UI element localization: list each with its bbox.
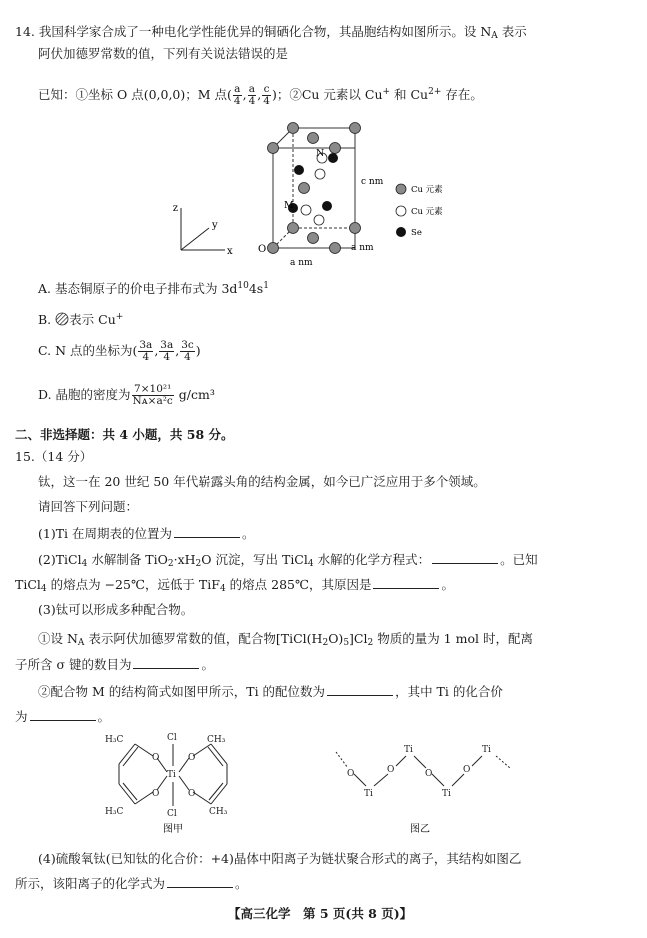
crystal-cell-figure [165,112,485,272]
page-footer: 【高三化学 第 5 页(共 8 页)】 [228,906,413,921]
svg-text:O: O [152,789,160,799]
svg-text:H₃C: H₃C [105,735,124,745]
q14-option-c: C. N 点的坐标为( $\frac{3a}{4}$ , $\frac{3a}{4}$ , $\frac{3c}{4}$ ) [38,339,201,363]
svg-text:Ti: Ti [482,745,491,755]
q14-option-a: A. 基态铜原子的价电子排布式为 $3d^{10}4s^1$ [38,281,269,296]
svg-text:O: O [387,765,395,775]
q15-part4-line2: 所示，该阳离子的化学式为 。 [15,876,248,891]
q14-option-b: B. 表示 Cu+ [38,312,124,327]
svg-text:Ti: Ti [364,789,373,799]
axis-diagram [181,208,225,250]
svg-text:Cl: Cl [167,733,177,743]
q14-stem-line1: 14. 我国科学家合成了一种电化学性能优异的铜硒化合物，其晶胞结构如图所示。设 $N_A$ 表示 [15,24,527,41]
svg-text:Ti: Ti [442,789,451,799]
q14-given: 已知：①坐标 O 点(0,0,0)；M 点( $\frac{a}{4}$ , $\frac{a}{4}$ , $\frac{c}{4}$ )；②Cu 元素以 Cu+ 和 $Cu^{2+}$ 存在。 [38,83,483,107]
answer-blank-4[interactable] [133,656,199,669]
svg-text:H₃C: H₃C [105,807,124,817]
origin-label: O [258,244,267,255]
answer-blank-5[interactable] [327,683,393,696]
se-atoms [288,153,338,213]
q14-stem-line2: 阿伏加德罗常数的值，下列有关说法错误的是 [38,46,289,61]
figure-yi-caption: 图乙 [410,824,430,835]
cu-corner-atoms [268,123,361,254]
q15-part2-line2: TiCl$_4$ 的熔点为 −25℃，远低于 TiF$_4$ 的熔点 285℃，其原因是 。 [15,577,454,594]
hatched-sphere-icon [55,312,69,326]
svg-text:CH₃: CH₃ [209,807,228,817]
svg-text:CH₃: CH₃ [207,735,226,745]
svg-text:O: O [463,765,471,775]
figure-jia-caption: 图甲 [163,824,183,835]
svg-text:O: O [425,769,433,779]
q15-part1: (1)Ti 在周期表的位置为 。 [38,526,255,541]
q15-part3: (3)钛可以形成多种配合物。 [38,602,194,617]
q15-intro: 钛，这一在 20 世纪 50 年代崭露头角的结构金属，如今已广泛应用于多个领域。 [38,474,486,489]
cell-edges [273,128,355,248]
q15-heading: 15.（14 分） [15,449,93,464]
answer-blank-7[interactable] [167,875,233,888]
svg-text:O: O [188,753,196,763]
q15-part4-line1: (4)硫酸氧钛(已知钛的化合价：+4)晶体中阳离子为链状聚合形式的离子，其结构如图乙 [38,851,522,866]
svg-text:Cl: Cl [167,809,177,819]
svg-text:Cu 元素: Cu 元素 [411,185,443,195]
svg-text:O: O [152,753,160,763]
c-dimension-label: c nm [361,177,384,187]
q15-part3-2-line1: ②配合物 M 的结构简式如图甲所示，Ti 的配位数为 ，其中 Ti 的化合价 [38,684,503,699]
axis-z-label: z [172,203,178,214]
q15-part2-line1: (2)TiCl$_4$ 水解制备 $TiO_2\cdot xH_2O$ 沉淀，写出 TiCl$_4$ 水解的化学方程式： 。已知 [38,552,538,569]
q15-part3-1-line1: ①设 $N_A$ 表示阿伏加德罗常数的值，配合物$[TiCl(H_2O)_5]Cl_2$ 物质的量为 1 mol 时，配离 [38,631,533,648]
n-point-label: N [316,148,325,159]
svg-text:O: O [347,769,355,779]
axis-x-label: x [227,246,233,257]
answer-blank-2[interactable] [432,551,498,564]
figure-yi-structure [330,738,530,838]
q15-ask: 请回答下列问题： [38,499,139,514]
q15-part3-2-line2: 为 。 [15,709,111,724]
svg-text:Ti: Ti [404,745,413,755]
answer-blank-1[interactable] [174,525,240,538]
a-dimension-label-right: a nm [351,243,374,253]
figure-legend [396,184,443,238]
figure-jia-structure [95,726,255,836]
answer-blank-3[interactable] [373,576,439,589]
svg-text:O: O [188,789,196,799]
answer-blank-6[interactable] [30,708,96,721]
q15-part3-1-line2: 子所含 σ 键的数目为 。 [15,657,214,672]
svg-text:Se: Se [411,228,422,238]
svg-text:Ti: Ti [167,770,176,780]
a-dimension-label-bottom: a nm [290,258,313,268]
svg-text:Cu 元素: Cu 元素 [411,207,443,217]
m-point-label: M [284,200,294,211]
section-two-heading: 二、非选择题：共 4 小题，共 58 分。 [15,427,234,442]
q14-option-d: D. 晶胞的密度为 $\frac{\text{7×10²¹}}{\text{Nᴀ×a²c}}$ g/cm³ [38,383,215,407]
axis-y-label: y [212,220,218,231]
